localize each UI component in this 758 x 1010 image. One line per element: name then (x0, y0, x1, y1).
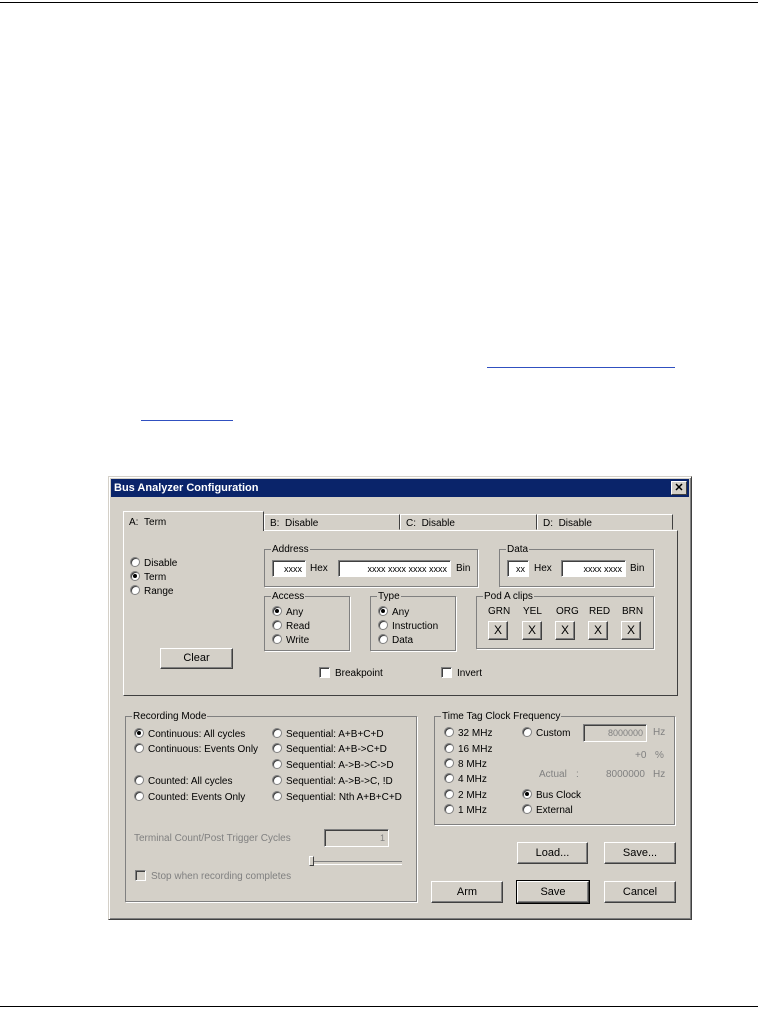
pod-a-clips-label: Pod A clips (484, 591, 533, 602)
radio-dot (130, 585, 140, 595)
load-button[interactable]: Load... (517, 842, 588, 864)
radio-type-data[interactable] (378, 634, 413, 647)
radio-2mhz[interactable] (444, 789, 487, 802)
radio-dot (378, 620, 388, 630)
arm-button[interactable]: Arm (431, 881, 503, 903)
clip-red-label: RED (589, 606, 611, 617)
tab-c-key: C: (406, 518, 416, 529)
terminal-count-slider-track (310, 861, 402, 865)
radio-access-read-label: Read (286, 621, 310, 632)
breakpoint-checkbox[interactable] (319, 667, 383, 680)
radio-disable-label: Disable (144, 558, 178, 569)
radio-dot (130, 571, 140, 581)
access-group-label: Access (272, 591, 305, 602)
radio-dot (444, 758, 454, 768)
radio-access-write[interactable] (272, 634, 309, 647)
radio-seq-1-label: Sequential: A+B+C+D (286, 729, 384, 740)
document-link-underline-2[interactable] (141, 420, 233, 421)
terminal-count-field[interactable]: 1 (324, 829, 389, 847)
data-group-label: Data (507, 544, 529, 555)
radio-bus-clock-label: Bus Clock (536, 790, 582, 801)
radio-type-any-label: Any (392, 607, 410, 618)
radio-2mhz-label: 2 MHz (458, 790, 487, 801)
radio-access-read[interactable] (272, 620, 310, 633)
offset-value: +0 (635, 750, 647, 761)
address-group-label: Address (272, 544, 309, 555)
radio-type-data-label: Data (392, 635, 414, 646)
close-button[interactable] (671, 481, 687, 495)
radio-dot (272, 791, 282, 801)
radio-dot (444, 804, 454, 814)
tab-a-label: Term (144, 517, 167, 528)
clip-grn-button[interactable]: X (488, 621, 508, 640)
clip-brn-label: BRN (622, 606, 644, 617)
terminal-count-label: Terminal Count/Post Trigger Cycles (134, 833, 291, 844)
radio-dot (134, 775, 144, 785)
custom-frequency-field[interactable]: 8000000 (583, 724, 647, 742)
tab-b[interactable] (264, 514, 400, 530)
radio-counted-all[interactable] (134, 775, 233, 788)
radio-16mhz[interactable] (444, 743, 492, 756)
tab-d[interactable] (537, 514, 673, 530)
radio-16mhz-label: 16 MHz (458, 744, 493, 755)
dialog-title: Bus Analyzer Configuration (114, 482, 259, 494)
radio-dot (272, 634, 282, 644)
radio-term[interactable] (130, 571, 166, 584)
clip-red-button[interactable]: X (588, 621, 608, 640)
radio-counted-events-label: Counted: Events Only (148, 792, 246, 803)
radio-dot (272, 728, 282, 738)
cancel-button[interactable]: Cancel (604, 881, 676, 903)
address-hex-label: Hex (310, 563, 328, 574)
radio-dot (444, 789, 454, 799)
radio-type-instruction-label: Instruction (392, 621, 439, 632)
radio-32mhz[interactable] (444, 727, 492, 740)
percent-label: % (655, 750, 664, 761)
actual-label: Actual (539, 769, 567, 780)
recording-mode-label: Recording Mode (133, 711, 207, 722)
radio-4mhz-label: 4 MHz (458, 774, 487, 785)
clip-yel-label: YEL (523, 606, 542, 617)
radio-8mhz-label: 8 MHz (458, 759, 487, 770)
radio-dot (134, 791, 144, 801)
radio-continuous-all-label: Continuous: All cycles (148, 729, 246, 740)
radio-counted-events[interactable] (134, 791, 245, 804)
address-bin-field[interactable]: xxxx xxxx xxxx xxxx (338, 560, 451, 577)
radio-dot (272, 743, 282, 753)
tab-a-key: A: (129, 517, 139, 528)
radio-dot (272, 620, 282, 630)
breakpoint-label: Breakpoint (335, 668, 383, 679)
radio-8mhz[interactable] (444, 758, 487, 771)
radio-dot (522, 789, 532, 799)
tab-d-label: Disable (558, 518, 592, 529)
radio-dot (272, 759, 282, 769)
stop-when-complete-label: Stop when recording completes (151, 871, 292, 882)
radio-dot (272, 775, 282, 785)
actual-value: 8000000 (606, 769, 645, 780)
radio-range[interactable] (130, 585, 173, 598)
radio-dot (130, 557, 140, 567)
radio-seq-4[interactable] (272, 775, 393, 788)
clip-yel-button[interactable]: X (522, 621, 542, 640)
terminal-count-slider-thumb[interactable] (309, 856, 314, 866)
radio-seq-4-label: Sequential: A->B->C, !D (286, 776, 393, 787)
address-bin-label: Bin (456, 563, 471, 574)
clip-brn-button[interactable]: X (621, 621, 641, 640)
radio-seq-5[interactable] (272, 791, 402, 804)
page-bottom-rule (0, 1006, 758, 1007)
radio-continuous-events[interactable] (134, 743, 258, 756)
actual-colon: : (576, 769, 579, 780)
title-bar (111, 479, 689, 497)
radio-dot (522, 804, 532, 814)
address-group (264, 544, 478, 587)
radio-custom-label: Custom (536, 728, 571, 739)
time-tag-label: Time Tag Clock Frequency (442, 711, 561, 722)
radio-dot (134, 743, 144, 753)
radio-term-label: Term (144, 572, 167, 583)
data-bin-label: Bin (630, 563, 645, 574)
radio-seq-2[interactable] (272, 743, 387, 756)
tab-c[interactable] (400, 514, 537, 530)
radio-dot (522, 727, 532, 737)
save-button[interactable]: Save (517, 881, 589, 903)
bus-analyzer-dialog (108, 476, 692, 920)
radio-seq-3-label: Sequential: A->B->C->D (286, 760, 394, 771)
clip-grn-label: GRN (488, 606, 511, 617)
address-hex-field[interactable]: xxxx (272, 560, 306, 577)
radio-access-any-label: Any (286, 607, 304, 618)
radio-4mhz[interactable] (444, 773, 487, 786)
radio-type-instruction[interactable] (378, 620, 438, 633)
close-icon: ✕ (674, 482, 684, 494)
radio-dot (444, 727, 454, 737)
invert-checkbox[interactable] (441, 667, 482, 680)
invert-label: Invert (457, 668, 483, 679)
radio-dot (378, 606, 388, 616)
radio-range-label: Range (144, 586, 174, 597)
radio-custom[interactable] (522, 727, 570, 740)
type-group (370, 591, 456, 651)
radio-dot (272, 606, 282, 616)
tab-c-label: Disable (421, 518, 455, 529)
data-bin-field[interactable]: xxxx xxxx (561, 560, 626, 577)
radio-disable[interactable] (130, 557, 177, 570)
checkbox-box (319, 667, 330, 678)
stop-when-complete-checkbox[interactable] (135, 870, 291, 883)
radio-continuous-events-label: Continuous: Events Only (148, 744, 259, 755)
page-top-rule (0, 2, 758, 3)
radio-access-any[interactable] (272, 606, 303, 619)
save-as-button[interactable]: Save... (604, 842, 676, 864)
radio-dot (444, 743, 454, 753)
radio-32mhz-label: 32 MHz (458, 728, 493, 739)
access-group (264, 591, 350, 651)
radio-1mhz-label: 1 MHz (458, 805, 487, 816)
radio-seq-3[interactable] (272, 759, 394, 772)
radio-access-write-label: Write (286, 635, 310, 646)
type-group-label: Type (378, 591, 400, 602)
tab-d-key: D: (543, 518, 553, 529)
radio-1mhz[interactable] (444, 804, 487, 817)
radio-external-label: External (536, 805, 573, 816)
checkbox-box (441, 667, 452, 678)
tab-a[interactable] (123, 511, 264, 531)
radio-seq-1[interactable] (272, 728, 384, 741)
radio-dot (444, 773, 454, 783)
tab-panel-a (123, 530, 678, 696)
time-tag-group (434, 711, 675, 825)
tab-b-label: Disable (285, 518, 319, 529)
data-hex-field[interactable]: xx (507, 560, 529, 577)
radio-dot (378, 634, 388, 644)
actual-unit: Hz (653, 769, 666, 780)
radio-external[interactable] (522, 804, 573, 817)
radio-dot (134, 728, 144, 738)
tab-b-key: B: (270, 518, 280, 529)
data-group (499, 544, 654, 587)
clip-org-label: ORG (556, 606, 579, 617)
clip-org-button[interactable]: X (555, 621, 575, 640)
data-hex-label: Hex (534, 563, 552, 574)
document-link-underline[interactable] (487, 367, 675, 368)
radio-bus-clock[interactable] (522, 789, 581, 802)
radio-seq-5-label: Sequential: Nth A+B+C+D (286, 792, 402, 803)
radio-type-any[interactable] (378, 606, 409, 619)
custom-hz-label: Hz (653, 727, 666, 738)
pod-a-clips-group (476, 591, 654, 649)
radio-counted-all-label: Counted: All cycles (148, 776, 233, 787)
recording-mode-group (125, 711, 417, 902)
radio-seq-2-label: Sequential: A+B->C+D (286, 744, 387, 755)
clear-button[interactable]: Clear (160, 648, 233, 669)
radio-continuous-all[interactable] (134, 728, 245, 741)
checkbox-box (135, 870, 146, 881)
